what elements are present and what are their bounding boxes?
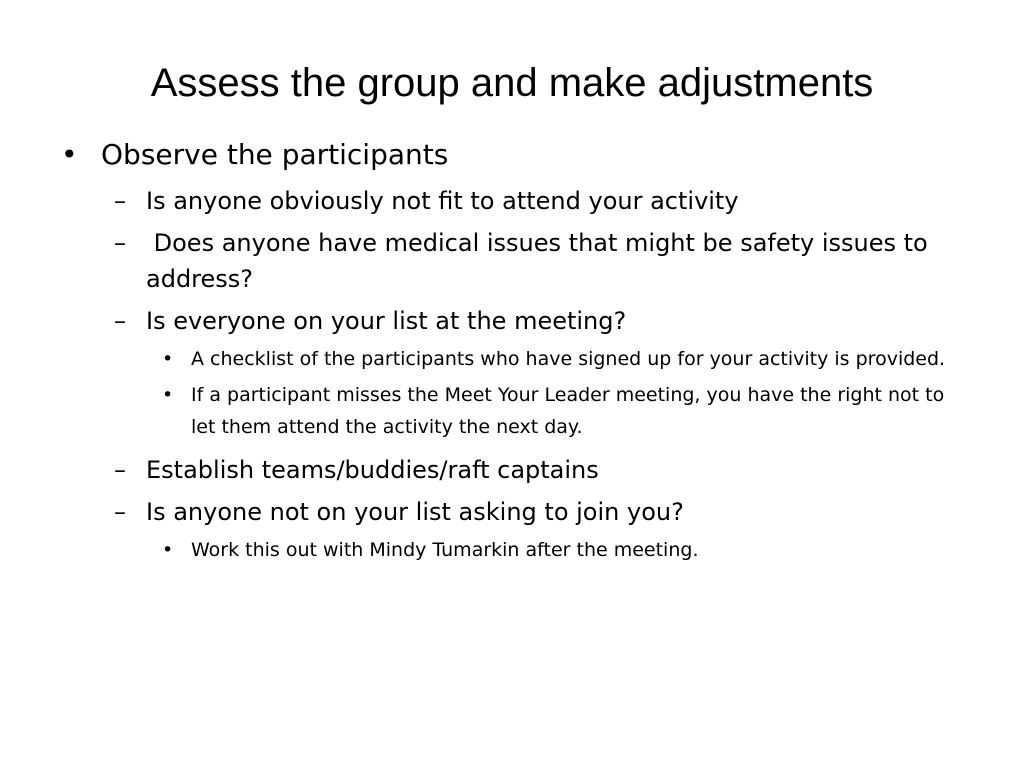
bullet-text: Observe the participants [101, 138, 449, 171]
bullet-marker: • [162, 539, 174, 561]
sub-item [60, 494, 960, 530]
sub-sub-item [60, 379, 960, 443]
sub-item [60, 225, 960, 297]
bullet-marker: • [61, 138, 78, 171]
sub-item-text: Is everyone on your list at the meeting? [146, 307, 627, 335]
bullet-item [60, 136, 960, 174]
dash-marker: – [114, 498, 126, 526]
bullet-marker: • [162, 348, 174, 370]
dash-marker: – [114, 229, 126, 257]
sub-item-text: Is anyone obviously not fit to attend your activity [146, 187, 739, 215]
sub-sub-item-text: If a participant misses the Meet Your Leader meeting, you have the right not to let them attend the activity the next day. [191, 384, 945, 438]
sub-sub-item [60, 343, 960, 375]
sub-item [60, 303, 960, 339]
dash-marker: – [114, 456, 126, 484]
sub-sub-item [60, 534, 960, 566]
sub-item-text: Is anyone not on your list asking to join you? [146, 498, 684, 526]
sub-item [60, 452, 960, 488]
dash-marker: – [114, 307, 126, 335]
bullet-marker: • [162, 384, 174, 406]
sub-item [60, 183, 960, 219]
sub-item-text: Establish teams/buddies/raft captains [146, 456, 599, 484]
sub-sub-item-text: A checklist of the participants who have signed up for your activity is provided. [191, 348, 946, 370]
sub-item-text: Does anyone have medical issues that might be safety issues to address? [146, 229, 936, 293]
slide-content [60, 136, 960, 566]
sub-sub-item-text: Work this out with Mindy Tumarkin after the meeting. [191, 539, 699, 561]
dash-marker: – [114, 187, 126, 215]
slide-title: Assess the group and make adjustments [150, 61, 874, 105]
